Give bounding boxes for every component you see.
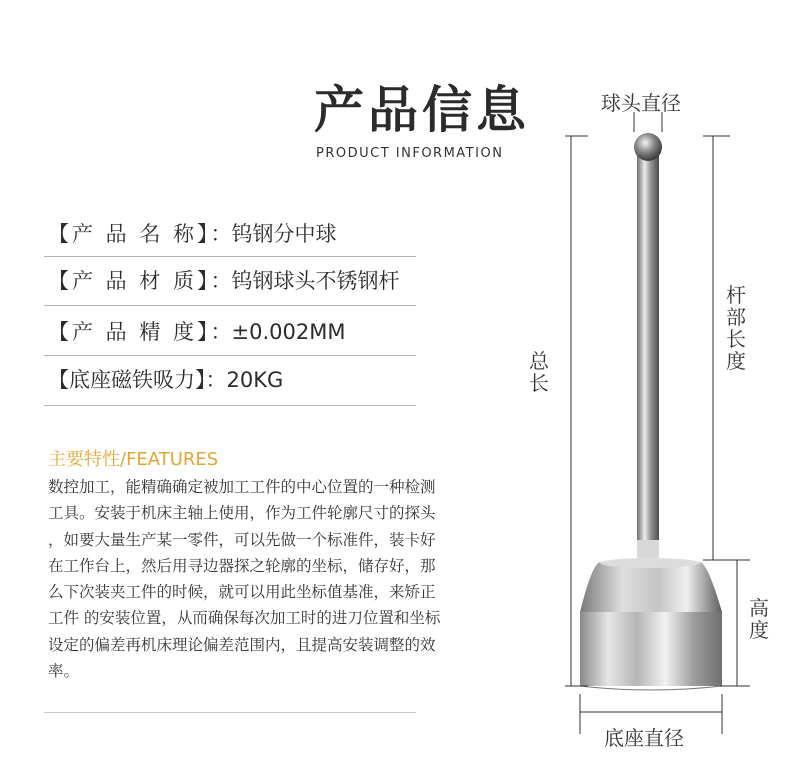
ball-tip	[634, 133, 662, 161]
dimension-height: 高度	[749, 596, 769, 642]
spec-label: 【产 品 精 度】	[48, 320, 211, 344]
dimension-total-length: 总长	[529, 349, 549, 395]
features-description: 数控加工，能精确确定被加工工件的中心位置的一种检测 工具。安装于机床主轴上使用，作为工件轮廓尺寸的探头 ，如要大量生产某一零件，可以先做一个标准件，装卡好 在工作台上，然后用寻边器探之轮廓的坐标，储存好，那 么下次装夹工件的时候，就可以用此坐标值基准，来矫正 工件 的安装位置，从而确保每次加工时的进刀位置和坐标 设定的偏差再机床理论偏差范围内，且提高安装调整的效 率。	[48, 478, 441, 681]
dimension-base-diameter: 底座直径	[604, 726, 684, 750]
stylus-rod	[637, 150, 659, 558]
spec-value: ：钨钢球头不锈钢杆	[210, 269, 400, 293]
spec-label: 【底座磁铁吸力】	[48, 368, 206, 392]
page-subtitle: PRODUCT INFORMATION	[316, 146, 504, 161]
dimension-ball-diameter: 球头直径	[601, 91, 681, 115]
dimension-rod-length: 杆部长度	[726, 283, 746, 373]
spec-value: ：±0.002MM	[210, 320, 346, 344]
spec-value: ：钨钢分中球	[210, 222, 337, 246]
base-cone	[580, 562, 722, 612]
spec-label: 【产 品 名 称】	[48, 222, 211, 246]
page-title: 产品信息	[314, 81, 530, 139]
spec-value: ：20KG	[205, 368, 284, 392]
base-cylinder	[580, 612, 722, 686]
features-title: 主要特性/FEATURES	[48, 449, 219, 470]
spec-label: 【产 品 材 质】	[48, 269, 211, 293]
